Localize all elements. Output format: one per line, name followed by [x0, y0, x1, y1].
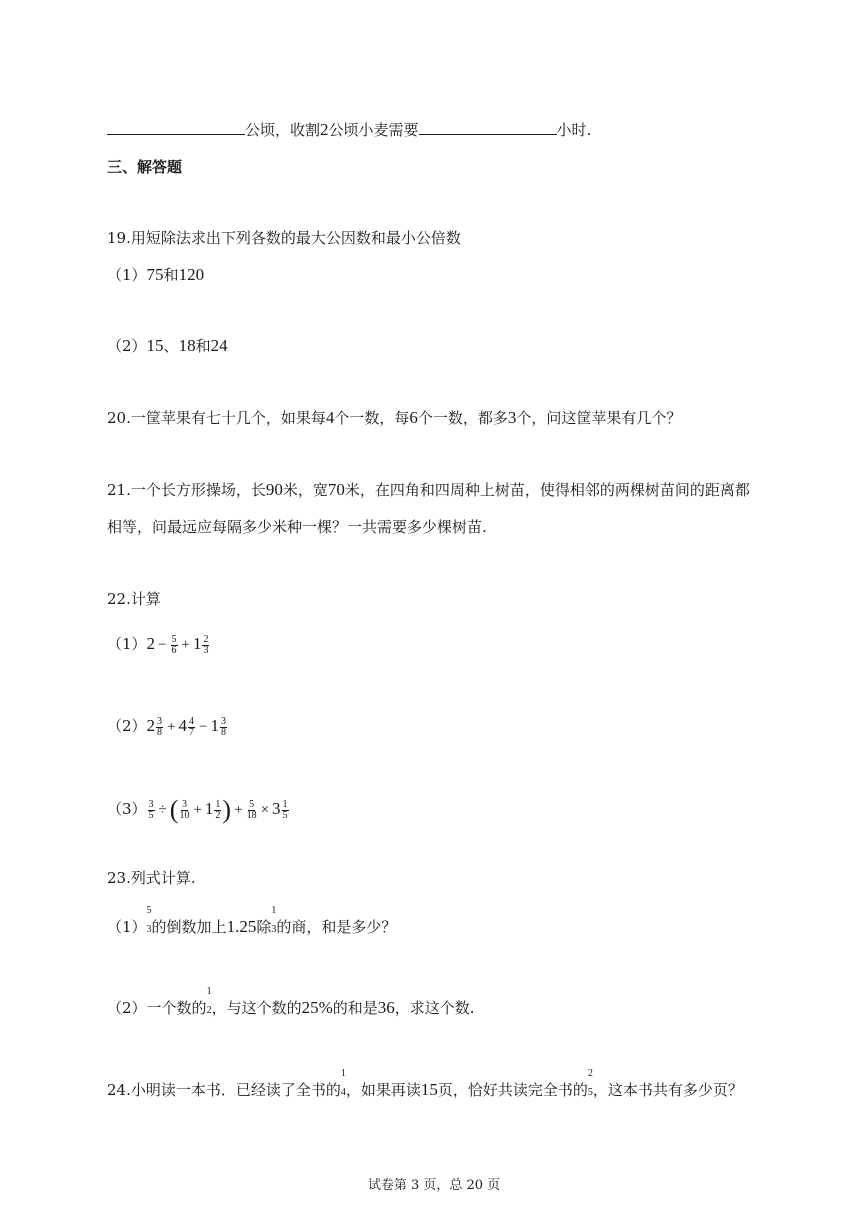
number: 1 [204, 799, 214, 818]
fraction: 2 5 [587, 1068, 593, 1098]
q24-text: ，如果再读 [345, 1081, 421, 1099]
conjunction: 和 [163, 266, 179, 284]
q21-text: 米，在四角和四周种上树苗，使得相邻的两棵树苗间的距离都 [344, 481, 750, 499]
part-label: （3） [107, 800, 147, 818]
minus-sign: − [199, 719, 208, 735]
q23-text: 除 [256, 918, 272, 936]
q19-part1 [107, 265, 204, 285]
number: 120 [178, 265, 205, 284]
q22-part1 [107, 630, 210, 659]
part-label: （2） [107, 337, 147, 355]
q23-part2 [107, 986, 475, 1021]
fraction: $\frac{3}{8}$ [220, 715, 226, 738]
q21-line2: 相等，问最远应每隔多少米种一棵？一共需要多少棵树苗. [107, 518, 487, 536]
fraction: $\frac{5}{18}$ [246, 798, 257, 821]
number: 3 [272, 799, 281, 818]
fraction: $\frac{3}{8}$ [157, 715, 163, 738]
number: 75 [146, 265, 164, 284]
part-label: （1） [107, 266, 147, 284]
q20 [107, 408, 681, 428]
q20-text: 20.一筐苹果有七十几个，如果每 [107, 409, 326, 427]
number: 3 [507, 408, 517, 427]
plus-sign: + [234, 802, 243, 818]
q18-number: 2 [320, 120, 329, 139]
minus-sign: − [158, 637, 167, 653]
q20-text: 个一数，每 [334, 409, 410, 427]
part-label: （2） [107, 717, 147, 735]
number: 6 [409, 408, 418, 427]
section-title: 三、解答题 [107, 158, 183, 176]
q21-text: 21.一个长方形操场，长 [107, 481, 266, 499]
q19-title: 19.用短除法求出下列各数的最大公因数和最小公倍数 [107, 229, 461, 247]
left-paren: ( [169, 795, 179, 824]
plus-sign: + [167, 719, 176, 735]
number: 1 [210, 716, 219, 735]
multiply-sign: × [260, 802, 270, 818]
q24-text: ，这本书共有多少页？ [592, 1081, 743, 1099]
conjunction: 和 [195, 337, 211, 355]
q22-title: 22.计算 [107, 590, 161, 608]
fraction: $\frac{1}{2}$ [215, 798, 221, 821]
q18-text-1: 公顷，收割 [245, 121, 321, 139]
q23-text: ，与这个数的 [211, 999, 302, 1017]
q23-part1 [107, 905, 397, 940]
q23-text: 的倒数加上 [151, 918, 227, 936]
fraction: 1 2 [206, 986, 212, 1016]
part-label: （1） [107, 918, 147, 936]
number: 70 [327, 480, 345, 499]
part-label: （1） [107, 635, 147, 653]
number: 4 [325, 408, 335, 427]
fraction: 1 4 [340, 1068, 346, 1098]
number: 18 [178, 336, 196, 355]
fraction: $\frac{5}{6}$ [171, 633, 177, 656]
q23-title: 23.列式计算. [107, 869, 196, 887]
q18-text-2: 公顷小麦需要 [328, 121, 419, 139]
number: 15 [420, 1080, 438, 1099]
number: 90 [265, 480, 283, 499]
number: 4 [178, 716, 188, 735]
number: 36 [377, 998, 395, 1017]
q23-text: 的商，和是多少？ [276, 918, 397, 936]
fraction: $\frac{3}{10}$ [179, 798, 190, 821]
plus-sign: + [181, 637, 190, 653]
q20-text: 个，问这筐苹果有几个？ [516, 409, 682, 427]
q23-text: 的和是 [332, 999, 378, 1017]
q18-tail [107, 120, 591, 140]
q21-line1 [107, 480, 750, 500]
q21-text: 米，宽 [282, 481, 328, 499]
plus-sign: + [193, 802, 202, 818]
fraction: 5 3 [146, 905, 152, 935]
number: 24 [210, 336, 228, 355]
fraction: $\frac{2}{3}$ [203, 633, 209, 656]
fraction: 1 3 [271, 905, 277, 935]
fraction: $\frac{1}{5}$ [282, 798, 288, 821]
separator: 、 [163, 337, 179, 355]
q24 [107, 1068, 743, 1103]
divide-sign: ÷ [158, 802, 167, 818]
answer-blank-1[interactable] [107, 120, 245, 135]
number: 2 [146, 716, 156, 735]
q23-text: 一个数的 [146, 999, 207, 1017]
q22-part2 [107, 712, 228, 741]
q24-text: 页，恰好共读完全书的 [437, 1081, 588, 1099]
fraction: $\frac{3}{5}$ [148, 798, 154, 821]
q20-text: 个一数，都多 [417, 409, 508, 427]
q23-text: ，求这个数. [394, 999, 475, 1017]
number: 1 [192, 634, 202, 653]
q24-text: 24.小明读一本书．已经读了全书的 [107, 1081, 341, 1099]
q19-part2 [107, 336, 228, 356]
number: 15 [146, 336, 164, 355]
fraction: $\frac{4}{7}$ [189, 715, 195, 738]
part-label: （2） [107, 999, 147, 1017]
number: 1.25 [226, 917, 257, 936]
page-footer: 试卷第 3 页，总 20 页 [367, 1178, 501, 1193]
answer-blank-2[interactable] [419, 120, 557, 135]
right-paren: ) [222, 795, 232, 824]
number: 2 [146, 634, 156, 653]
q22-part3 [107, 795, 290, 824]
q18-text-3: 小时. [556, 121, 592, 139]
percent: 25% [301, 998, 333, 1017]
